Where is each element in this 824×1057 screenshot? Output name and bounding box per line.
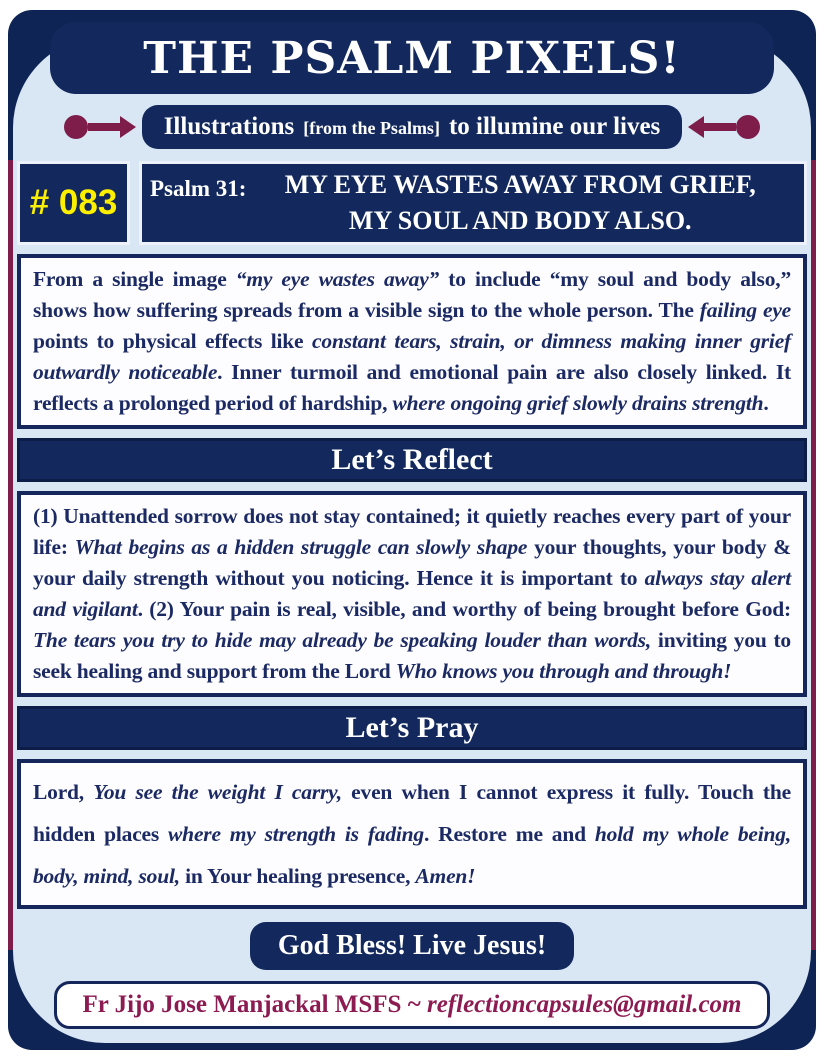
issue-header-row [17,161,807,245]
blessing-text: God Bless! Live Jesus! [277,930,547,961]
author-name: Fr Jijo Jose Manjackal MSFS ~ [82,991,427,1018]
reflect-paragraph: (1) Unattended sorrow does not stay contained; it quietly reaches every part of your life: What begins as a hidden struggle can slowly shape your thoughts, your body & your daily strength without you noticing. Hence it is important to always stay alert and vigilant. (2) Your pain is real, visible, and worthy of being brought before God: The tears you try to hide may already be speaking louder than words, inviting you to seek healing and support from the Lord Who knows you through and through! [17,491,807,697]
subtitle-tail-text: to illumine our lives [448,113,661,140]
reflect-section-header [17,438,807,482]
reflect-heading: Let’s Reflect [331,443,493,476]
title-banner [50,22,774,94]
psalm-quote-box [139,161,807,245]
pray-heading: Let’s Pray [345,711,479,744]
psalm-reference: Psalm 31: [150,176,247,201]
author-email: reflectioncapsules@gmail.com [426,991,742,1018]
subtitle-main-text: Illustrations [163,113,295,140]
right-arrow-dot-icon [736,115,760,139]
intro-paragraph: From a single image “my eye wastes away” to include “my soul and body also,” shows how suffering spreads from a visible sign to the whole person. The failing eye points to physical effects like constant tears, strain, or dimness making inner grief outwardly noticeable. Inner turmoil and emotional pain are also closely linked. It reflects a prolonged period of hardship, where ongoing grief slowly drains strength. [17,254,807,429]
right-arrow-icon [688,115,760,139]
psalm-quote-line1: MY EYE WASTES AWAY FROM GRIEF, [284,170,756,199]
prayer-paragraph: Lord, You see the weight I carry, even when I cannot express it fully. Touch the hidden places where my strength is fading. Restore me and hold my whole being, body, mind, soul, in Your healing presence, Amen! [17,759,807,909]
psalm-quote [246,168,794,238]
poster-card [8,10,816,1050]
right-maroon-border [811,160,816,950]
issue-number-badge [17,161,130,245]
issue-number: # 083 [29,183,118,222]
pray-section-header [17,706,807,750]
left-arrow-shaft [88,123,120,131]
left-arrow-dot-icon [64,115,88,139]
blessing-row [17,922,807,970]
blessing-banner [250,922,574,970]
content-column [17,10,807,1029]
psalm-quote-line2: MY SOUL AND BODY ALSO. [348,206,692,235]
right-arrowhead-icon [688,116,704,138]
subtitle-banner [142,105,683,149]
right-arrow-shaft [704,123,736,131]
subtitle-row [17,105,807,149]
left-arrow-icon [64,115,136,139]
page-title: THE PSALM PIXELS! [143,32,681,84]
left-arrowhead-icon [120,116,136,138]
subtitle-bracket-text: [from the Psalms] [303,117,440,138]
author-credit-box [54,981,771,1029]
footer-row [17,981,807,1029]
